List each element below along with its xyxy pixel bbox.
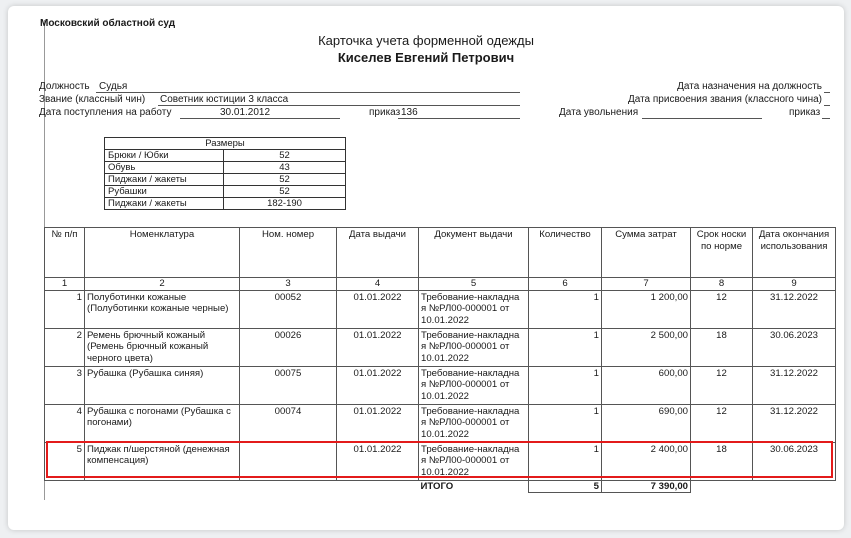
row-highlight-box	[46, 441, 833, 478]
rank-underline	[158, 105, 520, 106]
size-value: 52	[224, 186, 346, 198]
document-title: Карточка учета форменной одежды	[318, 33, 534, 48]
item-code: 00026	[240, 328, 337, 366]
table-header-row	[45, 228, 836, 278]
size-name: Брюки / Юбки	[105, 150, 224, 162]
header-cell: Сумма затрат	[602, 228, 691, 278]
end-date: 30.06.2023	[753, 442, 836, 480]
row-number: 2	[45, 328, 85, 366]
issue-document: Требование-накладна я №РЛ00-000001 от 10.01.2022	[419, 290, 529, 328]
dismissal-date-underline	[642, 118, 762, 119]
order-underline	[398, 118, 520, 119]
wear-term: 18	[691, 328, 753, 366]
column-number: 6	[529, 278, 602, 291]
wear-term: 12	[691, 404, 753, 442]
size-name: Пиджаки / жакеты	[105, 198, 224, 210]
size-value: 182-190	[224, 198, 346, 210]
size-name: Рубашки	[105, 186, 224, 198]
column-number: 5	[419, 278, 529, 291]
header-cell: Ном. номер	[240, 228, 337, 278]
rank-value: Советник юстиции 3 класса	[160, 94, 289, 105]
row-number: 5	[45, 442, 85, 480]
header-cell: Срок носки по норме	[691, 228, 753, 278]
cost-sum: 690,00	[602, 404, 691, 442]
position-value: Судья	[99, 81, 128, 92]
row-number: 3	[45, 366, 85, 404]
sizes-row	[105, 186, 346, 198]
issue-document: Требование-накладна я №РЛ00-000001 от 10.01.2022	[419, 404, 529, 442]
column-number: 8	[691, 278, 753, 291]
hire-date-underline	[180, 118, 340, 119]
size-value: 43	[224, 162, 346, 174]
wear-term: 18	[691, 442, 753, 480]
total-label: ИТОГО	[420, 480, 454, 492]
cost-sum: 600,00	[602, 366, 691, 404]
item-name: Ремень брючный кожаный (Ремень брючный кожаный черного цвета)	[85, 328, 240, 366]
item-name: Пиджак п/шерстяной (денежная компенсация)	[85, 442, 240, 480]
sizes-row	[105, 198, 346, 210]
table-row	[45, 404, 836, 442]
cost-sum: 2 400,00	[602, 442, 691, 480]
column-number: 3	[240, 278, 337, 291]
wear-term: 12	[691, 290, 753, 328]
total-quantity: 5	[529, 480, 602, 493]
position-underline	[96, 92, 520, 93]
quantity: 1	[529, 404, 602, 442]
row-number: 1	[45, 290, 85, 328]
issue-date: 01.01.2022	[337, 328, 419, 366]
end-date: 31.12.2022	[753, 366, 836, 404]
total-row	[45, 480, 836, 493]
rank-date-label: Дата присвоения звания (классного чина)	[627, 94, 822, 105]
size-value: 52	[224, 150, 346, 162]
size-name: Пиджаки / жакеты	[105, 174, 224, 186]
order2-label: приказ	[789, 107, 821, 118]
appointment-date-underline	[824, 92, 830, 93]
quantity: 1	[529, 290, 602, 328]
item-name: Рубашка (Рубашка синяя)	[85, 366, 240, 404]
header-cell: Дата окончания использования	[753, 228, 836, 278]
sizes-table	[104, 137, 346, 210]
rank-label: Звание (классный чин)	[39, 94, 146, 105]
column-number: 1	[45, 278, 85, 291]
order-value: 136	[401, 107, 418, 118]
cost-sum: 2 500,00	[602, 328, 691, 366]
quantity: 1	[529, 442, 602, 480]
item-code: 00052	[240, 290, 337, 328]
cost-sum: 1 200,00	[602, 290, 691, 328]
end-date: 30.06.2023	[753, 328, 836, 366]
wear-term: 12	[691, 366, 753, 404]
total-sum: 7 390,00	[602, 480, 691, 493]
issue-date: 01.01.2022	[337, 290, 419, 328]
hire-date-label: Дата поступления на работу	[39, 107, 172, 118]
item-name: Рубашка с погонами (Рубашка с погонами)	[85, 404, 240, 442]
quantity: 1	[529, 328, 602, 366]
sizes-row	[105, 162, 346, 174]
quantity: 1	[529, 366, 602, 404]
column-number: 2	[85, 278, 240, 291]
sizes-header: Размеры	[105, 138, 346, 150]
sizes-row	[105, 174, 346, 186]
item-code: 00074	[240, 404, 337, 442]
person-name: Киселев Евгений Петрович	[337, 50, 515, 65]
table-row	[45, 328, 836, 366]
end-date: 31.12.2022	[753, 290, 836, 328]
table-row	[45, 366, 836, 404]
header-cell: Дата выдачи	[337, 228, 419, 278]
dismissal-date-label: Дата увольнения	[559, 107, 639, 118]
item-code: 00075	[240, 366, 337, 404]
header-cell: Документ выдачи	[419, 228, 529, 278]
issue-date: 01.01.2022	[337, 442, 419, 480]
size-value: 52	[224, 174, 346, 186]
order-label: приказ	[369, 107, 401, 118]
sizes-row	[105, 150, 346, 162]
header-cell: № п/п	[45, 228, 85, 278]
rank-date-underline	[824, 105, 830, 106]
header-cell: Количество	[529, 228, 602, 278]
document-card	[8, 6, 844, 530]
table-row	[45, 290, 836, 328]
order2-underline	[822, 118, 830, 119]
column-number: 9	[753, 278, 836, 291]
hire-date-value: 30.01.2012	[220, 107, 271, 118]
column-number: 7	[602, 278, 691, 291]
item-name: Полуботинки кожаные (Полуботинки кожаные черные)	[85, 290, 240, 328]
issue-date: 01.01.2022	[337, 366, 419, 404]
position-label: Должность	[39, 81, 90, 92]
issue-document: Требование-накладна я №РЛ00-000001 от 10.01.2022	[419, 366, 529, 404]
column-number: 4	[337, 278, 419, 291]
header-cell: Номенклатура	[85, 228, 240, 278]
appointment-date-label: Дата назначения на должность	[677, 81, 822, 92]
issue-date: 01.01.2022	[337, 404, 419, 442]
end-date: 31.12.2022	[753, 404, 836, 442]
court-name: Московский областной суд	[40, 18, 176, 29]
column-number-row	[45, 278, 836, 291]
size-name: Обувь	[105, 162, 224, 174]
row-number: 4	[45, 404, 85, 442]
issue-document: Требование-накладна я №РЛ00-000001 от 10.01.2022	[419, 328, 529, 366]
issue-document: Требование-накладна я №РЛ00-000001 от 10.01.2022	[419, 442, 529, 480]
